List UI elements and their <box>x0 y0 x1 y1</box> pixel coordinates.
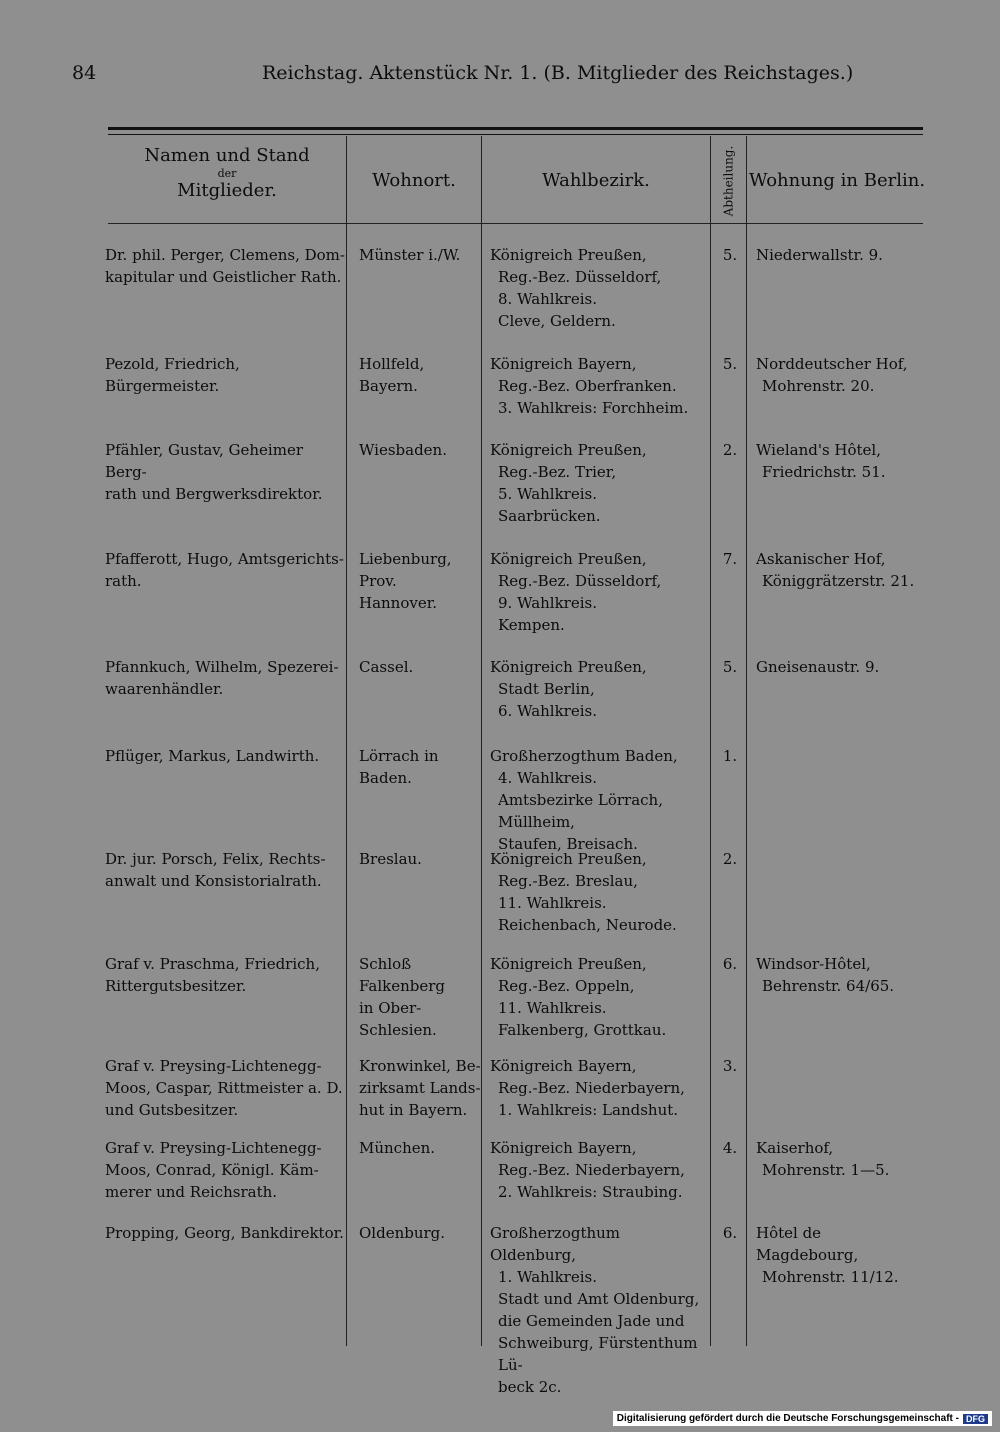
wahlbezirk-cell-line: Königreich Bayern, <box>490 355 637 373</box>
wahlbezirk-cell-line: Großherzogthum Oldenburg, <box>490 1224 621 1264</box>
wohnort-cell <box>359 1137 483 1159</box>
wahlbezirk-cell <box>490 656 710 722</box>
wahlbezirk-cell-line: Reg.-Bez. Düsseldorf, <box>498 572 662 590</box>
column-header-wohnort: Wohnort. <box>372 170 456 191</box>
berlin-address-cell-line: Niederwallstr. 9. <box>756 246 883 264</box>
column-header-abtheilung <box>716 142 740 220</box>
abtheilung-cell: 5. <box>722 658 738 676</box>
wohnort-cell-line: Kronwinkel, Be- <box>359 1057 481 1075</box>
wahlbezirk-cell <box>490 439 710 527</box>
berlin-address-cell <box>756 1137 926 1181</box>
wahlbezirk-cell-line: die Gemeinden Jade und <box>498 1312 685 1330</box>
wahlbezirk-cell-line: beck 2c. <box>498 1378 562 1396</box>
wahlbezirk-cell-line: 3. Wahlkreis: Forchheim. <box>498 399 689 417</box>
member-name-cell-line: Pfannkuch, Wilhelm, Spezerei- <box>105 658 339 676</box>
member-name-cell <box>105 656 345 700</box>
member-name-cell <box>105 1055 345 1121</box>
wahlbezirk-cell-line: Reg.-Bez. Düsseldorf, <box>498 268 662 286</box>
wahlbezirk-cell <box>490 1137 710 1203</box>
page-header-title: Reichstag. Aktenstück Nr. 1. (B. Mitglieder des Reichstages.) <box>262 62 854 84</box>
wahlbezirk-cell-line: Reg.-Bez. Oppeln, <box>498 977 635 995</box>
wahlbezirk-cell-line: Kempen. <box>498 616 565 634</box>
abtheilung-cell: 5. <box>722 355 738 373</box>
berlin-address-cell-line: Askanischer Hof, <box>756 550 886 568</box>
member-name-cell <box>105 244 345 288</box>
column-divider <box>481 136 482 1346</box>
abtheilung-cell: 7. <box>722 550 738 568</box>
berlin-address-cell-line: Behrenstr. 64/65. <box>762 977 895 995</box>
berlin-address-cell-line: Mohrenstr. 11/12. <box>762 1268 899 1286</box>
wahlbezirk-cell-line: Reg.-Bez. Breslau, <box>498 872 638 890</box>
member-name-cell <box>105 848 345 892</box>
wahlbezirk-cell <box>490 244 710 332</box>
wahlbezirk-cell-line: Reg.-Bez. Trier, <box>498 463 617 481</box>
column-header-wahlbezirk: Wahlbezirk. <box>542 170 650 191</box>
berlin-address-cell-line: Windsor-Hôtel, <box>756 955 871 973</box>
wahlbezirk-cell-line: Königreich Preußen, <box>490 658 647 676</box>
berlin-address-cell <box>756 244 926 266</box>
wohnort-cell <box>359 244 483 266</box>
wohnort-cell <box>359 848 483 870</box>
berlin-address-cell-line: Mohrenstr. 20. <box>762 377 875 395</box>
wahlbezirk-cell-line: 1. Wahlkreis: Landshut. <box>498 1101 679 1119</box>
member-name-cell <box>105 953 345 997</box>
wahlbezirk-cell-line: 11. Wahlkreis. <box>498 894 607 912</box>
wahlbezirk-cell-line: Königreich Preußen, <box>490 246 647 264</box>
berlin-address-cell-line: Friedrichstr. 51. <box>762 463 886 481</box>
wohnort-cell-line: Breslau. <box>359 850 422 868</box>
member-name-cell-line: Propping, Georg, Bankdirektor. <box>105 1224 344 1242</box>
member-name-cell-line: anwalt und Konsistorialrath. <box>105 872 322 890</box>
wohnort-cell <box>359 548 483 614</box>
wahlbezirk-cell-line: Königreich Preußen, <box>490 850 647 868</box>
abtheilung-cell: 3. <box>722 1057 738 1075</box>
footer-credit <box>613 1411 992 1426</box>
berlin-address-cell <box>756 1222 926 1288</box>
wahlbezirk-cell <box>490 1055 710 1121</box>
wahlbezirk-cell-line: Schweiburg, Fürstenthum Lü- <box>498 1334 698 1374</box>
wahlbezirk-cell-line: Reg.-Bez. Niederbayern, <box>498 1161 685 1179</box>
wohnort-cell <box>359 656 483 678</box>
wahlbezirk-cell <box>490 848 710 936</box>
wahlbezirk-cell-line: Falkenberg, Grottkau. <box>498 1021 667 1039</box>
wohnort-cell-line: Wiesbaden. <box>359 441 447 459</box>
wohnort-cell-line: Liebenburg, Prov. <box>359 550 452 590</box>
abtheilung-cell: 6. <box>722 955 738 973</box>
wohnort-cell <box>359 353 483 397</box>
member-name-cell <box>105 548 345 592</box>
column-header-name-line1: Namen und Stand <box>144 145 310 166</box>
wahlbezirk-cell-line: Saarbrücken. <box>498 507 601 525</box>
member-name-cell <box>105 353 345 397</box>
wahlbezirk-cell-line: Staufen, Breisach. <box>498 835 638 853</box>
wahlbezirk-cell-line: 9. Wahlkreis. <box>498 594 597 612</box>
wahlbezirk-cell-line: 5. Wahlkreis. <box>498 485 597 503</box>
berlin-address-cell-line: Gneisenaustr. 9. <box>756 658 880 676</box>
abtheilung-cell: 5. <box>722 246 738 264</box>
wahlbezirk-cell-line: Großherzogthum Baden, <box>490 747 678 765</box>
wahlbezirk-cell-line: Reichenbach, Neurode. <box>498 916 677 934</box>
abtheilung-cell: 2. <box>722 850 738 868</box>
wohnort-cell-line: Schloß Falkenberg <box>359 955 446 995</box>
footer-text: Digitalisierung gefördert durch die Deutsche Forschungsgemeinschaft - <box>616 1413 959 1424</box>
berlin-address-cell-line: Mohrenstr. 1—5. <box>762 1161 890 1179</box>
page-number: 84 <box>72 62 97 84</box>
member-name-cell-line: Pfafferott, Hugo, Amtsgerichts- <box>105 550 344 568</box>
abtheilung-cell: 2. <box>722 441 738 459</box>
member-name-cell-line: Moos, Caspar, Rittmeister a. D. <box>105 1079 343 1097</box>
berlin-address-cell <box>756 439 926 483</box>
wohnort-cell <box>359 439 483 461</box>
member-name-cell-line: rath und Bergwerksdirektor. <box>105 485 323 503</box>
member-name-cell-line: Dr. jur. Porsch, Felix, Rechts- <box>105 850 326 868</box>
wahlbezirk-cell <box>490 353 710 419</box>
wahlbezirk-cell-line: 1. Wahlkreis. <box>498 1268 597 1286</box>
abtheilung-cell: 4. <box>722 1139 738 1157</box>
berlin-address-cell-line: Norddeutscher Hof, <box>756 355 908 373</box>
member-name-cell <box>105 1137 345 1203</box>
member-name-cell-line: kapitular und Geistlicher Rath. <box>105 268 342 286</box>
wahlbezirk-cell-line: Reg.-Bez. Niederbayern, <box>498 1079 685 1097</box>
member-name-cell-line: Graf v. Preysing-Lichtenegg- <box>105 1139 322 1157</box>
member-name-cell <box>105 439 345 505</box>
top-rule-thick <box>108 127 923 130</box>
wahlbezirk-cell-line: Königreich Preußen, <box>490 441 647 459</box>
wahlbezirk-cell <box>490 548 710 636</box>
abtheilung-cell: 1. <box>722 747 738 765</box>
wohnort-cell-line: in Ober-Schlesien. <box>359 999 437 1039</box>
wahlbezirk-cell-line: Königreich Preußen, <box>490 550 647 568</box>
wahlbezirk-cell-line: Amtsbezirke Lörrach, Müllheim, <box>498 791 663 831</box>
wohnort-cell-line: zirksamt Lands- <box>359 1079 481 1097</box>
wahlbezirk-cell-line: Königreich Bayern, <box>490 1139 637 1157</box>
member-name-cell-line: und Gutsbesitzer. <box>105 1101 239 1119</box>
berlin-address-cell-line: Kaiserhof, <box>756 1139 834 1157</box>
wahlbezirk-cell-line: 8. Wahlkreis. <box>498 290 597 308</box>
member-name-cell-line: waarenhändler. <box>105 680 224 698</box>
wahlbezirk-cell-line: Stadt und Amt Oldenburg, <box>498 1290 700 1308</box>
member-name-cell-line: Rittergutsbesitzer. <box>105 977 247 995</box>
member-name-cell-line: merer und Reichsrath. <box>105 1183 278 1201</box>
member-name-cell-line: Pezold, Friedrich, Bürgermeister. <box>105 355 240 395</box>
wohnort-cell <box>359 1222 483 1244</box>
wahlbezirk-cell <box>490 1222 710 1398</box>
member-name-cell-line: Graf v. Preysing-Lichtenegg- <box>105 1057 322 1075</box>
column-divider <box>346 136 347 1346</box>
member-name-cell-line: Graf v. Praschma, Friedrich, <box>105 955 320 973</box>
berlin-address-cell <box>756 953 926 997</box>
member-name-cell-line: Dr. phil. Perger, Clemens, Dom- <box>105 246 345 264</box>
berlin-address-cell <box>756 353 926 397</box>
header-bottom-rule <box>108 223 923 224</box>
wahlbezirk-cell <box>490 745 710 855</box>
berlin-address-cell-line: Wieland's Hôtel, <box>756 441 882 459</box>
wohnort-cell-line: Hollfeld, Bayern. <box>359 355 425 395</box>
wohnort-cell-line: hut in Bayern. <box>359 1101 468 1119</box>
wahlbezirk-cell-line: Königreich Bayern, <box>490 1057 637 1075</box>
wohnort-cell-line: München. <box>359 1139 436 1157</box>
wohnort-cell-line: Cassel. <box>359 658 414 676</box>
wahlbezirk-cell-line: 11. Wahlkreis. <box>498 999 607 1017</box>
column-header-abtheilung-text: Abtheilung. <box>721 145 736 217</box>
member-name-cell-line: Moos, Conrad, Königl. Käm- <box>105 1161 319 1179</box>
berlin-address-cell-line: Königgrätzerstr. 21. <box>762 572 915 590</box>
wohnort-cell <box>359 953 483 1041</box>
member-name-cell-line: Pflüger, Markus, Landwirth. <box>105 747 320 765</box>
dfg-logo: DFG <box>963 1414 988 1424</box>
column-header-berlin: Wohnung in Berlin. <box>748 170 926 191</box>
wahlbezirk-cell-line: 2. Wahlkreis: Straubing. <box>498 1183 683 1201</box>
wahlbezirk-cell-line: 4. Wahlkreis. <box>498 769 597 787</box>
member-name-cell-line: Pfähler, Gustav, Geheimer Berg- <box>105 441 303 481</box>
wahlbezirk-cell-line: Reg.-Bez. Oberfranken. <box>498 377 677 395</box>
berlin-address-cell <box>756 656 926 678</box>
member-name-cell <box>105 745 345 767</box>
wohnort-cell <box>359 745 483 789</box>
wahlbezirk-cell-line: 6. Wahlkreis. <box>498 702 597 720</box>
wohnort-cell <box>359 1055 483 1121</box>
top-rule-thin <box>108 134 923 135</box>
abtheilung-cell: 6. <box>722 1224 738 1242</box>
wohnort-cell-line: Münster i./W. <box>359 246 461 264</box>
wahlbezirk-cell-line: Königreich Preußen, <box>490 955 647 973</box>
wahlbezirk-cell-line: Stadt Berlin, <box>498 680 595 698</box>
wohnort-cell-line: Oldenburg. <box>359 1224 446 1242</box>
member-name-cell-line: rath. <box>105 572 142 590</box>
wahlbezirk-cell-line: Cleve, Geldern. <box>498 312 616 330</box>
berlin-address-cell <box>756 548 926 592</box>
wohnort-cell-line: Hannover. <box>359 594 438 612</box>
wahlbezirk-cell <box>490 953 710 1041</box>
column-header-name-line3: Mitglieder. <box>177 180 277 201</box>
column-divider <box>710 136 711 1346</box>
column-header-name-line2: der <box>217 167 237 180</box>
column-header-name <box>108 145 346 202</box>
column-divider <box>746 136 747 1346</box>
member-name-cell <box>105 1222 345 1244</box>
berlin-address-cell-line: Hôtel de Magdebourg, <box>756 1224 859 1264</box>
wohnort-cell-line: Lörrach in Baden. <box>359 747 439 787</box>
